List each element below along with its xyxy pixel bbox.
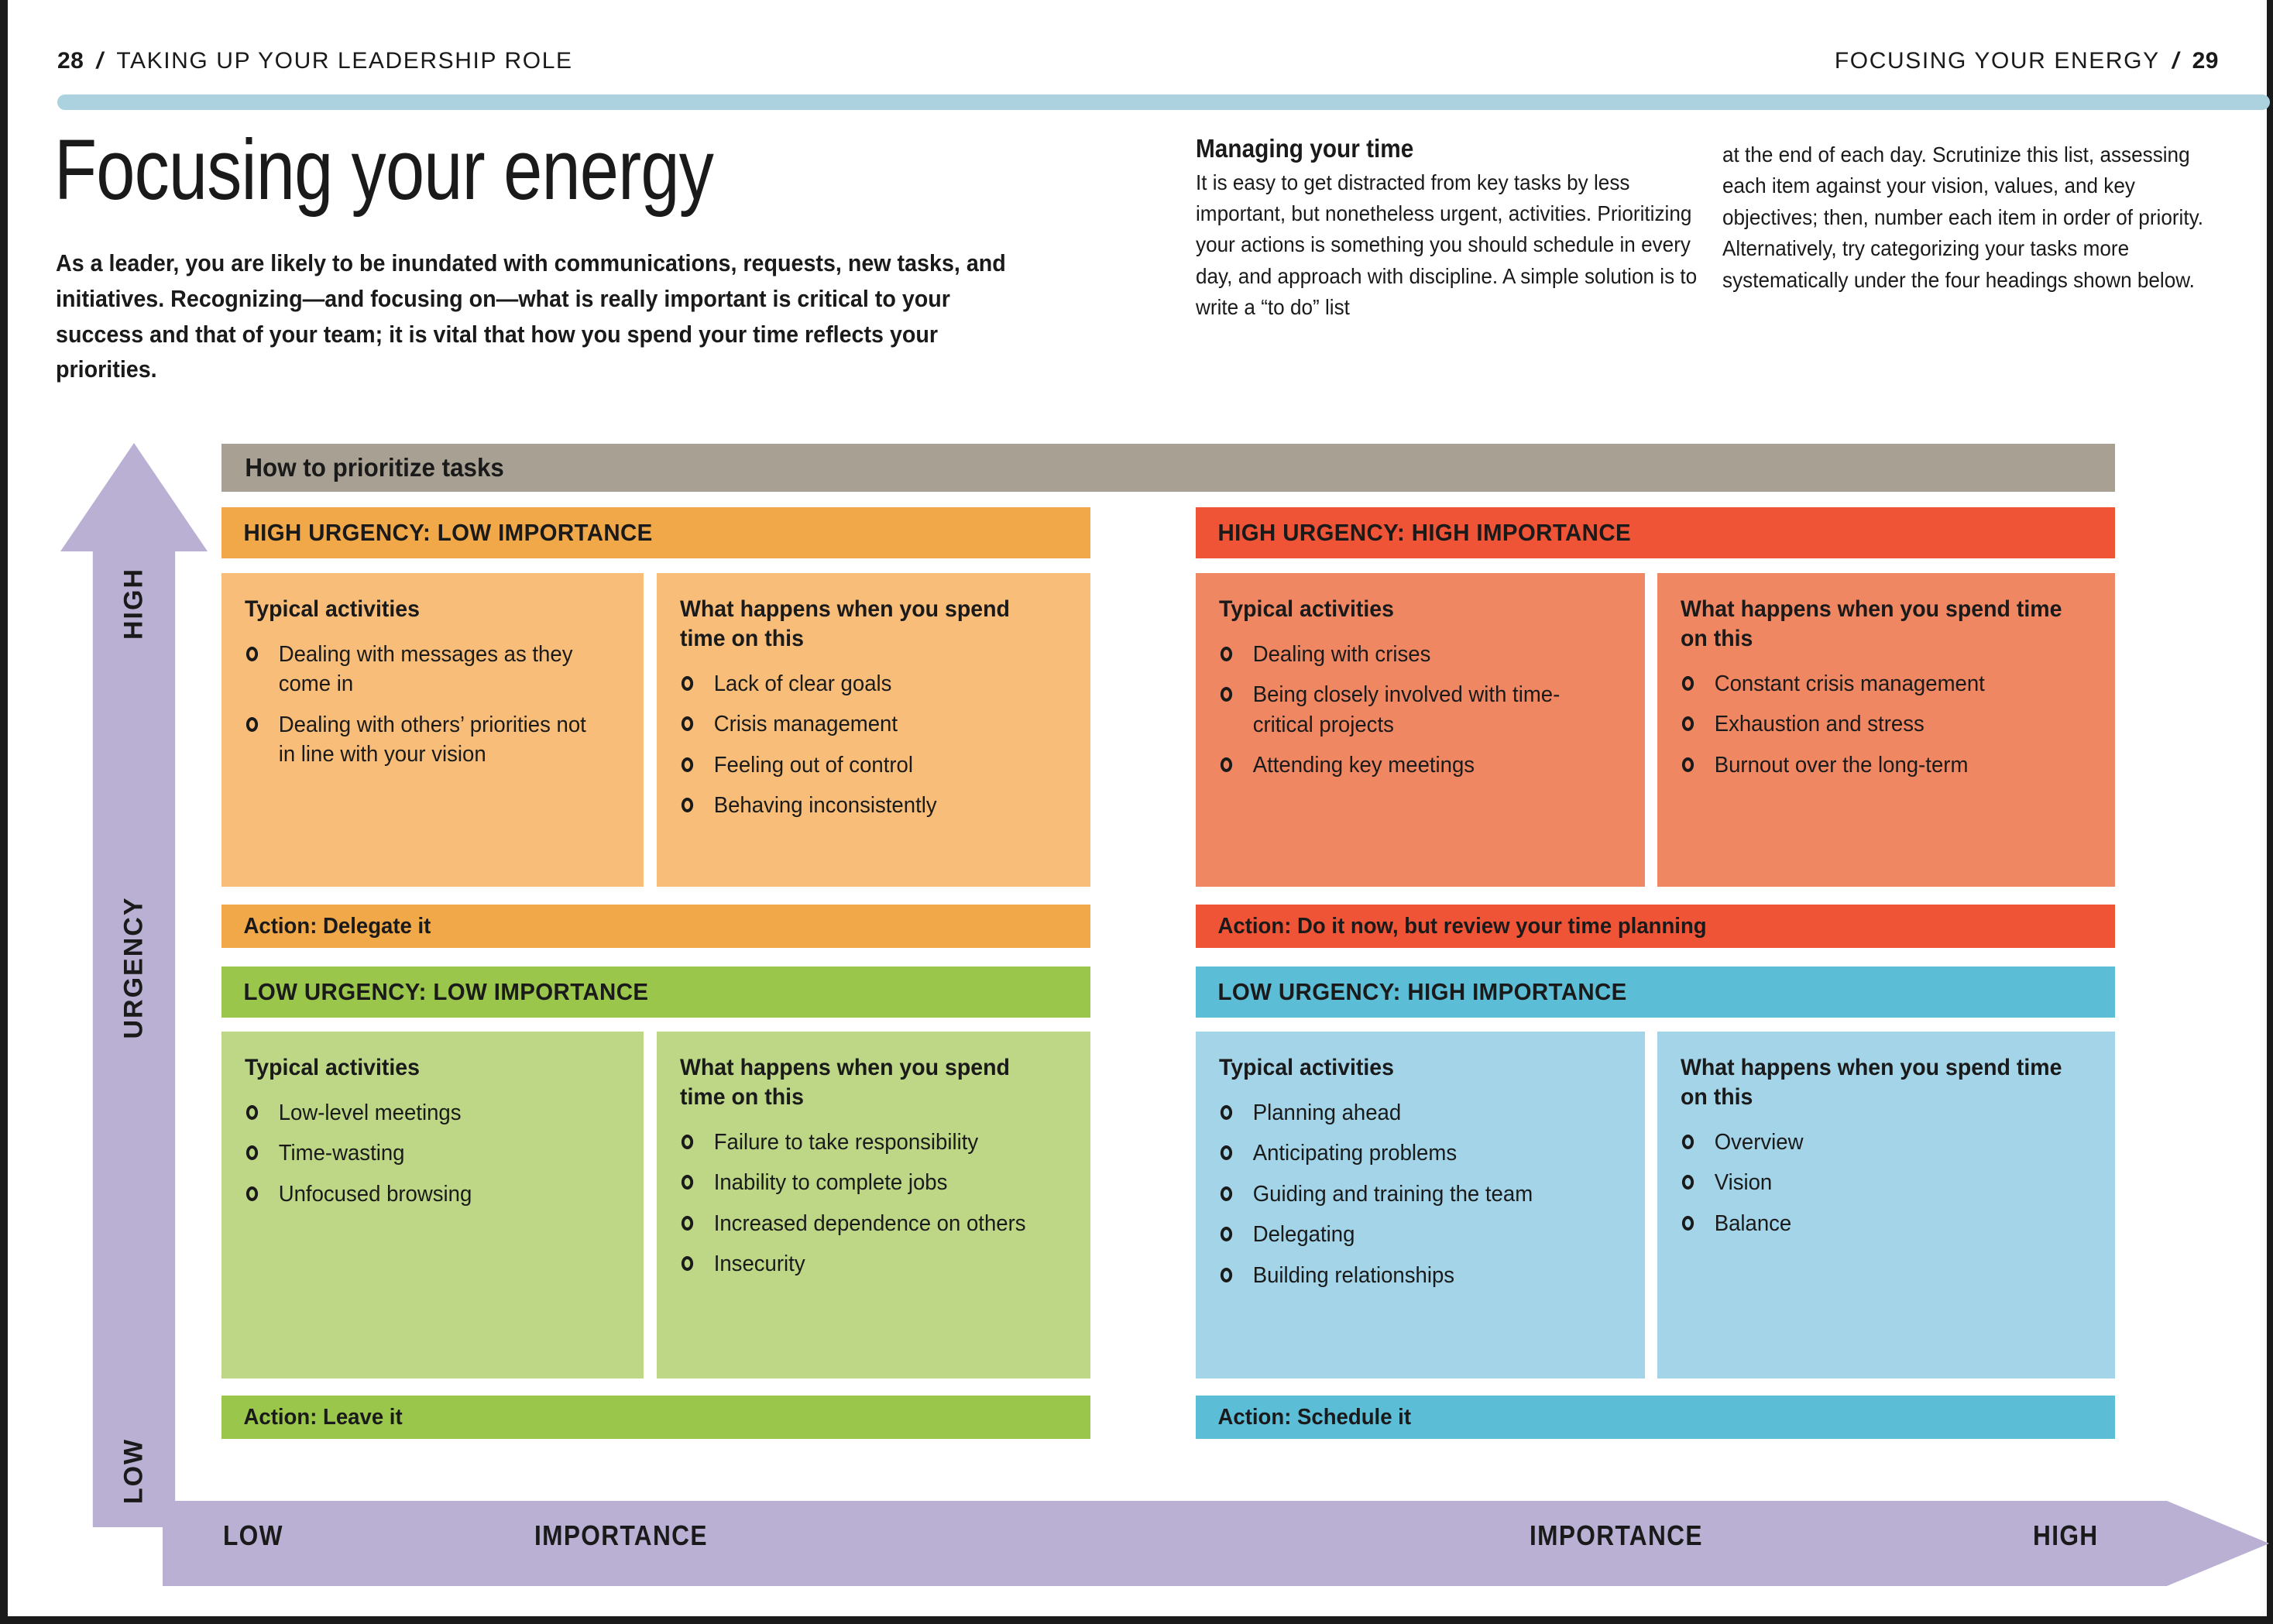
- runhead-slash-right: /: [2172, 48, 2180, 74]
- bullet-ring-icon: [682, 1175, 693, 1190]
- list-item-label: Constant crisis management: [1714, 671, 1985, 696]
- bullet-ring-icon: [246, 1145, 258, 1160]
- list-item-label: Overview: [1714, 1129, 1804, 1155]
- bullet-ring-icon: [1682, 676, 1694, 691]
- bullet-ring-icon: [246, 1186, 258, 1201]
- list-item: [1219, 1138, 1605, 1169]
- list-item-label: Planning ahead: [1252, 1100, 1402, 1125]
- list-item: [1219, 680, 1605, 740]
- quadrant-outcomes-high-urgency-low-importance: [657, 573, 1090, 887]
- bullet-ring-icon: [1221, 1145, 1232, 1160]
- urgency-axis-high-label: HIGH: [118, 568, 149, 640]
- list-item-label: Insecurity: [713, 1251, 805, 1277]
- list-item-label: Time-wasting: [278, 1141, 405, 1166]
- quadrant-title-label: HIGH URGENCY: HIGH IMPORTANCE: [1217, 519, 1631, 546]
- list-item: [680, 1209, 1051, 1239]
- list-item-label: Being closely involved with time-critical projects: [1252, 682, 1561, 737]
- list-item: [680, 709, 1051, 740]
- list-item-label: Behaving inconsistently: [713, 793, 937, 819]
- importance-axis-name-right: IMPORTANCE: [1530, 1519, 1703, 1551]
- matrix-band-header: [221, 444, 2115, 492]
- bullet-ring-icon: [246, 717, 258, 732]
- panel-heading-outcome: What happens when you spend time on this: [680, 1055, 1010, 1110]
- panel-heading-activities: Typical activities: [245, 1055, 420, 1080]
- quadrant-title-label: LOW URGENCY: HIGH IMPORTANCE: [1217, 978, 1627, 1005]
- action-label: Action: Do it now, but review your time planning: [1217, 913, 1707, 939]
- bullet-ring-icon: [1682, 1135, 1694, 1149]
- list-item: [680, 791, 1051, 821]
- list-item-label: Inability to complete jobs: [713, 1170, 948, 1196]
- quadrant-activities-high-urgency-low-importance: [221, 573, 644, 887]
- bullet-ring-icon: [682, 676, 693, 691]
- outcome-list: [680, 669, 1070, 821]
- list-item: [1681, 1128, 2074, 1158]
- action-bar-high-urgency-low-importance: [221, 905, 1090, 948]
- list-item: [680, 669, 1051, 699]
- list-item: [1681, 1209, 2074, 1239]
- urgency-axis-name: URGENCY: [118, 896, 149, 1039]
- runhead-title-left: TAKING UP YOUR LEADERSHIP ROLE: [116, 48, 573, 74]
- page-title: Focusing your energy: [54, 122, 713, 218]
- list-item-label: Lack of clear goals: [713, 671, 892, 696]
- list-item: [1219, 1220, 1605, 1250]
- list-item: [680, 750, 1051, 781]
- panel-heading-outcome: What happens when you spend time on this: [1681, 596, 2062, 651]
- panel-heading-activities: Typical activities: [1219, 596, 1394, 622]
- action-bar-low-urgency-high-importance: [1196, 1396, 2115, 1439]
- action-bar-low-urgency-low-importance: [221, 1396, 1090, 1439]
- list-item-label: Low-level meetings: [278, 1100, 462, 1125]
- quadrant-title-label: HIGH URGENCY: LOW IMPORTANCE: [243, 519, 653, 546]
- bullet-ring-icon: [1221, 647, 1232, 661]
- list-item-label: Crisis management: [713, 712, 898, 737]
- intro-paragraph: As a leader, you are likely to be inundated with communications, requests, new tasks, and initiatives. Recognizing—and focusing on—what is really important is critical to your success and that of your team; it is vital that how you spend your time reflects your priorities.: [56, 250, 1006, 383]
- importance-axis-arrow: [163, 1501, 2269, 1586]
- panel-heading-activities: Typical activities: [1219, 1055, 1394, 1080]
- quadrant-title-high-urgency-low-importance: [221, 507, 1090, 558]
- bullet-ring-icon: [246, 647, 258, 661]
- list-item: [1219, 1179, 1605, 1210]
- list-item: [680, 1249, 1051, 1279]
- list-item-label: Exhaustion and stress: [1714, 712, 1924, 737]
- quadrant-activities-high-urgency-high-importance: [1196, 573, 1645, 887]
- list-item-label: Failure to take responsibility: [713, 1129, 979, 1155]
- outcome-list: [1681, 669, 2095, 781]
- urgency-axis-low-label: LOW: [118, 1437, 149, 1505]
- bullet-ring-icon: [682, 1216, 693, 1231]
- quadrant-outcomes-low-urgency-high-importance: [1657, 1032, 2115, 1379]
- list-item-label: Dealing with others’ priorities not in line with your vision: [278, 712, 586, 767]
- quadrant-title-label: LOW URGENCY: LOW IMPORTANCE: [243, 978, 649, 1005]
- bullet-ring-icon: [682, 1135, 693, 1149]
- quadrant-title-low-urgency-high-importance: [1196, 967, 2115, 1018]
- importance-axis-high-label: HIGH: [2033, 1519, 2099, 1551]
- activity-list: [245, 640, 623, 770]
- list-item-label: Dealing with crises: [1252, 641, 1431, 667]
- list-item-label: Attending key meetings: [1252, 753, 1475, 778]
- list-item: [1219, 640, 1605, 670]
- quadrant-title-low-urgency-low-importance: [221, 967, 1090, 1018]
- bullet-ring-icon: [682, 798, 693, 812]
- quadrant-outcomes-high-urgency-high-importance: [1657, 573, 2115, 887]
- list-item-label: Increased dependence on others: [713, 1210, 1026, 1236]
- runhead-title-right: FOCUSING YOUR ENERGY: [1834, 48, 2160, 74]
- list-item: [245, 710, 605, 770]
- quadrant-activities-low-urgency-low-importance: [221, 1032, 644, 1379]
- list-item: [1219, 1261, 1605, 1291]
- outcome-list: [1681, 1128, 2095, 1239]
- article-heading: Managing your time: [1196, 134, 1414, 163]
- bullet-ring-icon: [246, 1105, 258, 1120]
- bullet-ring-icon: [1221, 1186, 1232, 1201]
- list-item-label: Vision: [1714, 1170, 1773, 1196]
- bullet-ring-icon: [1221, 1227, 1232, 1241]
- bullet-ring-icon: [682, 1256, 693, 1271]
- action-label: Action: Delegate it: [243, 913, 431, 939]
- matrix-band-title: How to prioritize tasks: [245, 453, 504, 482]
- page-number-left: 28: [57, 48, 84, 74]
- list-item: [680, 1168, 1051, 1198]
- panel-heading-outcome: What happens when you spend time on this: [1681, 1055, 2062, 1110]
- article-body-two: at the end of each day. Scrutinize this list, assessing each item against your vision, values, and key objectives; then, number each item in order of priority. Alternatively, try categorizing your tasks more systematically under the four headings shown below.: [1722, 142, 2204, 292]
- list-item: [245, 640, 605, 699]
- list-item: [1219, 750, 1605, 781]
- bullet-ring-icon: [1682, 1175, 1694, 1190]
- list-item-label: Burnout over the long-term: [1714, 752, 1969, 778]
- list-item: [680, 1128, 1051, 1158]
- bullet-ring-icon: [1682, 757, 1694, 772]
- activity-list: [245, 1098, 623, 1210]
- list-item: [1681, 750, 2074, 781]
- list-item: [245, 1098, 605, 1128]
- list-item-label: Unfocused browsing: [278, 1181, 472, 1207]
- list-item-label: Balance: [1714, 1210, 1792, 1236]
- list-item-label: Guiding and training the team: [1252, 1181, 1533, 1207]
- bullet-ring-icon: [1221, 687, 1232, 702]
- page-number-right: 29: [2192, 48, 2219, 74]
- activity-list: [1219, 640, 1625, 781]
- list-item: [245, 1138, 605, 1169]
- list-item-label: Dealing with messages as they come in: [278, 641, 573, 697]
- list-item-label: Anticipating problems: [1252, 1141, 1458, 1166]
- list-item-label: Building relationships: [1252, 1263, 1455, 1289]
- list-item: [1681, 669, 2074, 699]
- importance-axis-name-left: IMPORTANCE: [534, 1519, 708, 1551]
- list-item: [1681, 1168, 2074, 1198]
- activity-list: [1219, 1098, 1625, 1291]
- outcome-list: [680, 1128, 1070, 1279]
- list-item: [1219, 1098, 1605, 1128]
- importance-axis-low-label: LOW: [223, 1519, 283, 1551]
- bullet-ring-icon: [1221, 757, 1232, 772]
- panel-heading-outcome: What happens when you spend time on this: [680, 596, 1010, 651]
- list-item: [1681, 709, 2074, 740]
- action-bar-high-urgency-high-importance: [1196, 905, 2115, 948]
- bullet-ring-icon: [682, 757, 693, 772]
- panel-heading-activities: Typical activities: [245, 596, 420, 622]
- article-body-one: It is easy to get distracted from key tasks by less important, but nonetheless urgent, activities. Prioritizing your actions is something you should schedule in every day, and approach with discipline. A simple solution is to write a “to do” list: [1196, 170, 1698, 320]
- quadrant-title-high-urgency-high-importance: [1196, 507, 2115, 558]
- bullet-ring-icon: [1682, 716, 1694, 731]
- list-item-label: Delegating: [1252, 1222, 1355, 1248]
- bullet-ring-icon: [1221, 1268, 1232, 1282]
- quadrant-activities-low-urgency-high-importance: [1196, 1032, 1645, 1379]
- list-item: [245, 1179, 605, 1210]
- action-label: Action: Leave it: [243, 1404, 403, 1430]
- bullet-ring-icon: [682, 716, 693, 731]
- list-item-label: Feeling out of control: [713, 752, 913, 778]
- action-label: Action: Schedule it: [1217, 1404, 1412, 1430]
- bullet-ring-icon: [1682, 1216, 1694, 1231]
- bullet-ring-icon: [1221, 1105, 1232, 1120]
- runhead-slash-left: /: [96, 48, 105, 74]
- quadrant-outcomes-low-urgency-low-importance: [657, 1032, 1090, 1379]
